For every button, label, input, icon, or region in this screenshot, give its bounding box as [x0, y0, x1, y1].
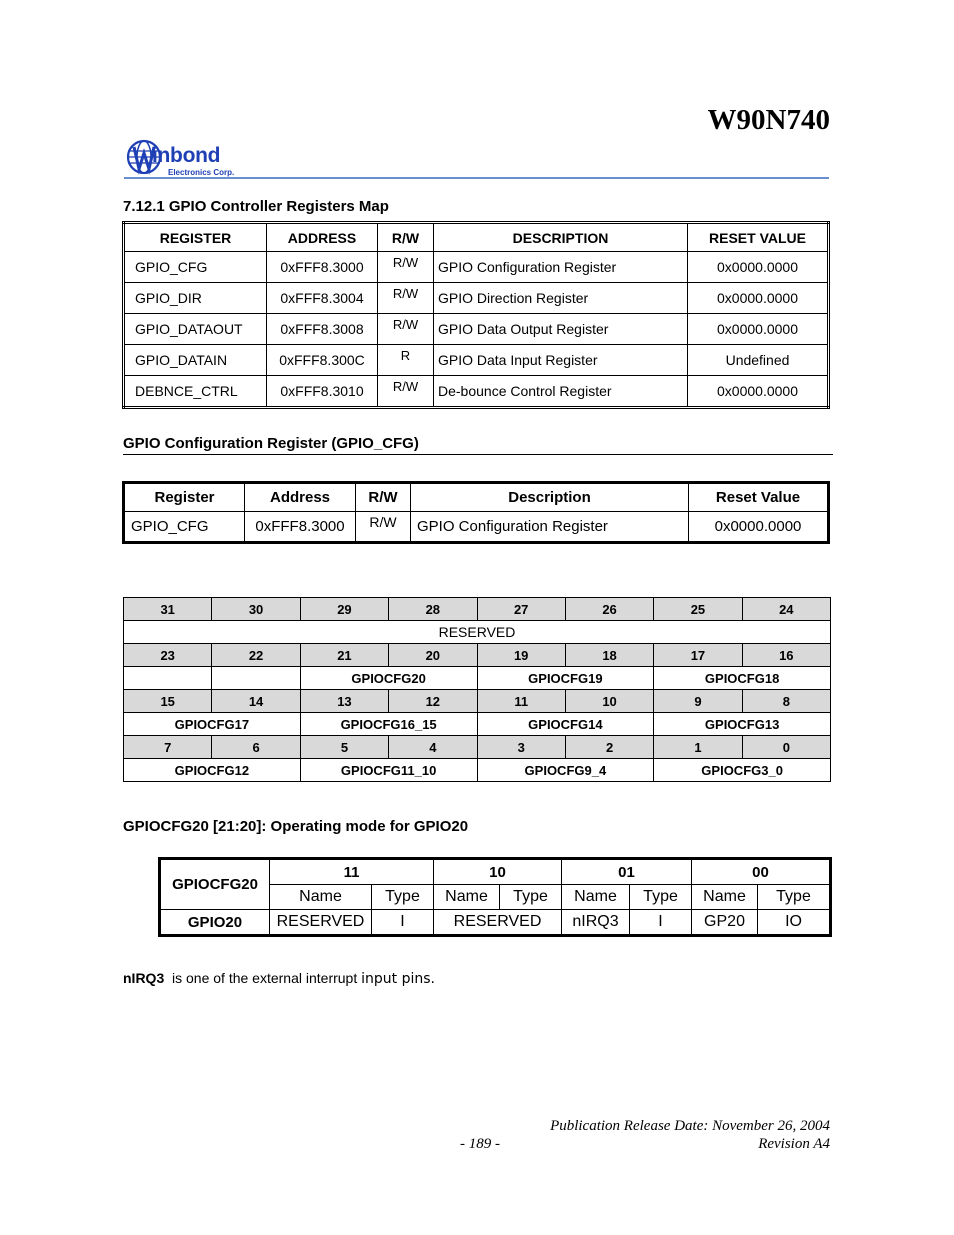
rw-cell: R/W: [378, 252, 434, 283]
bit-number: 3: [477, 736, 565, 759]
footer-revision: Revision A4: [758, 1136, 830, 1152]
type-label: Type: [758, 885, 831, 910]
field-cell: GPIOCFG18: [654, 667, 831, 690]
bit-number: 13: [300, 690, 388, 713]
bit-number: 30: [212, 598, 300, 621]
field-row: [124, 621, 831, 644]
type-label: Type: [500, 885, 562, 910]
bit-number: 8: [742, 690, 830, 713]
table-row: [124, 376, 829, 408]
header-divider: [124, 177, 829, 179]
mode-type-cell: IO: [758, 910, 831, 936]
mode-value-row: [160, 910, 831, 936]
mode-name-cell: RESERVED: [270, 910, 372, 936]
mode-name-cell: GP20: [692, 910, 758, 936]
mode-type-cell: I: [372, 910, 434, 936]
reset-cell: 0x0000.0000: [689, 512, 829, 543]
mode-type-cell: I: [630, 910, 692, 936]
field-row: [124, 667, 831, 690]
field-cell: GPIOCFG20: [300, 667, 477, 690]
mode-code: 00: [692, 859, 831, 885]
winbond-logo: [126, 139, 256, 179]
field-cell: GPIOCFG19: [477, 667, 654, 690]
reset-cell: Undefined: [688, 345, 829, 376]
field-name-cell: GPIOCFG20: [160, 859, 270, 910]
bit-number: 26: [565, 598, 653, 621]
bit-number: 16: [742, 644, 830, 667]
bit-number: 11: [477, 690, 565, 713]
register-cell: GPIO_DATAIN: [124, 345, 267, 376]
bit-number: 15: [124, 690, 212, 713]
table-row: [124, 345, 829, 376]
pin-name-cell: GPIO20: [160, 910, 270, 936]
table-row: [124, 283, 829, 314]
bit-number: 27: [477, 598, 565, 621]
register-cell: GPIO_DIR: [124, 283, 267, 314]
logo-wordmark: inbond: [152, 144, 221, 167]
bit-number: 4: [389, 736, 477, 759]
column-header: ADDRESS: [267, 223, 378, 252]
address-cell: 0xFFF8.3000: [267, 252, 378, 283]
field-cell: GPIOCFG3_0: [654, 759, 831, 782]
bit-number: 7: [124, 736, 212, 759]
name-label: Name: [270, 885, 372, 910]
reset-cell: 0x0000.0000: [688, 376, 829, 408]
type-label: Type: [630, 885, 692, 910]
table-row: [124, 314, 829, 345]
rw-cell: R/W: [378, 314, 434, 345]
field-row: [124, 713, 831, 736]
address-cell: 0xFFF8.3004: [267, 283, 378, 314]
address-cell: 0xFFF8.3010: [267, 376, 378, 408]
footer-page-number: - 189 -: [460, 1136, 500, 1152]
bit-number: 28: [389, 598, 477, 621]
bit-number-row: [124, 690, 831, 713]
bit-number: 10: [565, 690, 653, 713]
bit-number: 9: [654, 690, 742, 713]
operating-mode-table: [158, 857, 832, 937]
field-cell: GPIOCFG9_4: [477, 759, 654, 782]
bit-number: 18: [565, 644, 653, 667]
rw-cell: R/W: [356, 512, 411, 543]
note-tail: input pins.: [361, 971, 435, 987]
bit-number: 25: [654, 598, 742, 621]
address-cell: 0xFFF8.3000: [245, 512, 356, 543]
table-row: [124, 512, 829, 543]
field-cell: [124, 667, 212, 690]
description-cell: De-bounce Control Register: [434, 376, 688, 408]
field-cell: RESERVED: [124, 621, 831, 644]
column-header: RESET VALUE: [688, 223, 829, 252]
name-label: Name: [434, 885, 500, 910]
register-cell: GPIO_DATAOUT: [124, 314, 267, 345]
description-cell: GPIO Data Input Register: [434, 345, 688, 376]
type-label: Type: [372, 885, 434, 910]
register-cell: GPIO_CFG: [124, 512, 245, 543]
column-header: Reset Value: [689, 483, 829, 512]
gpio-cfg-table: [122, 481, 830, 544]
bitfield-table: [123, 597, 831, 782]
mode-code-row: [160, 859, 831, 885]
bit-number: 1: [654, 736, 742, 759]
bit-number: 29: [300, 598, 388, 621]
rw-cell: R/W: [378, 376, 434, 408]
bit-number-row: [124, 644, 831, 667]
bit-number: 12: [389, 690, 477, 713]
mode-code: 11: [270, 859, 434, 885]
gpio-cfg-divider: [123, 454, 833, 455]
bit-number-row: [124, 598, 831, 621]
note-term: nIRQ3: [123, 970, 165, 986]
mode-heading: GPIOCFG20 [21:20]: Operating mode for GPIO20: [123, 818, 469, 835]
column-header: R/W: [356, 483, 411, 512]
column-header: REGISTER: [124, 223, 267, 252]
note-text: is one of the external interrupt: [172, 970, 358, 986]
field-cell: GPIOCFG16_15: [300, 713, 477, 736]
gpio-cfg-heading: GPIO Configuration Register (GPIO_CFG): [123, 435, 419, 452]
address-cell: 0xFFF8.3008: [267, 314, 378, 345]
field-cell: GPIOCFG12: [124, 759, 301, 782]
reset-cell: 0x0000.0000: [688, 314, 829, 345]
mode-code: 01: [562, 859, 692, 885]
bit-number: 21: [300, 644, 388, 667]
table-header-row: [124, 483, 829, 512]
name-label: Name: [562, 885, 630, 910]
field-cell: GPIOCFG13: [654, 713, 831, 736]
description-cell: GPIO Configuration Register: [434, 252, 688, 283]
bit-number: 23: [124, 644, 212, 667]
note-paragraph: [123, 970, 435, 987]
column-header: R/W: [378, 223, 434, 252]
field-cell: [212, 667, 300, 690]
bit-number: 2: [565, 736, 653, 759]
bit-number: 6: [212, 736, 300, 759]
address-cell: 0xFFF8.300C: [267, 345, 378, 376]
description-cell: GPIO Direction Register: [434, 283, 688, 314]
column-header: Address: [245, 483, 356, 512]
rw-cell: R/W: [378, 283, 434, 314]
column-header: Description: [411, 483, 689, 512]
mode-name-cell: nIRQ3: [562, 910, 630, 936]
bit-number: 0: [742, 736, 830, 759]
footer-release-date: Publication Release Date: November 26, 2004: [550, 1118, 830, 1134]
register-map-table: [122, 221, 830, 409]
bit-number: 14: [212, 690, 300, 713]
bit-number: 19: [477, 644, 565, 667]
reset-cell: 0x0000.0000: [688, 283, 829, 314]
mode-name-cell: RESERVED: [434, 910, 562, 936]
bit-number: 31: [124, 598, 212, 621]
field-cell: GPIOCFG14: [477, 713, 654, 736]
rw-cell: R: [378, 345, 434, 376]
section-heading: 7.12.1 GPIO Controller Registers Map: [123, 198, 389, 215]
bit-number: 20: [389, 644, 477, 667]
description-cell: GPIO Configuration Register: [411, 512, 689, 543]
table-header-row: [124, 223, 829, 252]
register-cell: DEBNCE_CTRL: [124, 376, 267, 408]
bit-number: 24: [742, 598, 830, 621]
table-row: [124, 252, 829, 283]
column-header: DESCRIPTION: [434, 223, 688, 252]
bit-number: 5: [300, 736, 388, 759]
name-label: Name: [692, 885, 758, 910]
field-cell: GPIOCFG17: [124, 713, 301, 736]
bit-number: 17: [654, 644, 742, 667]
register-cell: GPIO_CFG: [124, 252, 267, 283]
field-row: [124, 759, 831, 782]
bit-number: 22: [212, 644, 300, 667]
document-title: W90N740: [707, 104, 830, 136]
logo-subtitle: Electronics Corp.: [168, 168, 235, 177]
mode-code: 10: [434, 859, 562, 885]
column-header: Register: [124, 483, 245, 512]
description-cell: GPIO Data Output Register: [434, 314, 688, 345]
reset-cell: 0x0000.0000: [688, 252, 829, 283]
field-cell: GPIOCFG11_10: [300, 759, 477, 782]
bit-number-row: [124, 736, 831, 759]
